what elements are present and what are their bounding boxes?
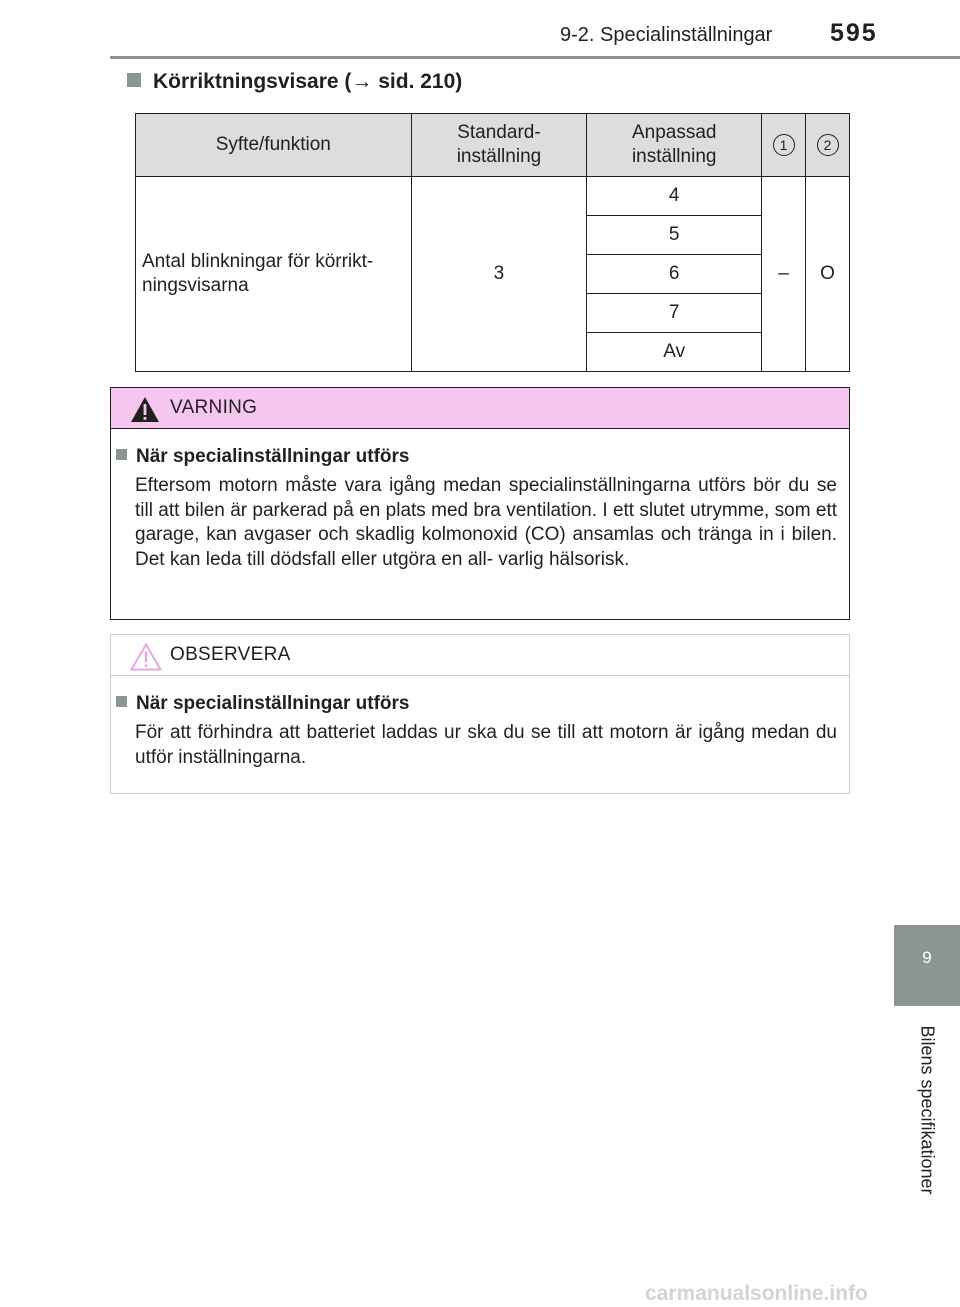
warning-text: Eftersom motorn måste vara igång medan specialinställningarna utförs bör du se till att bilen är parkerad på en plats med bra ventilation. I ett slutet utrymme, som ett garage, kan avgaser och skadlig kolmonoxid (CO) ansamlas och tränga in i bilen. Det kan leda till dödsfall eller utgöra en all- varlig hälsorisk. <box>135 475 837 570</box>
cell-custom-value: 7 <box>587 294 762 333</box>
cell-col-2-value: O <box>806 177 850 372</box>
notice-label: OBSERVERA <box>170 644 291 665</box>
chapter-tab: 9 <box>894 925 960 1006</box>
table-row <box>136 177 850 216</box>
chapter-label: Bilens specifikationer <box>917 1025 938 1195</box>
header-col-2 <box>806 114 850 177</box>
cell-purpose: Antal blinkningar för körrikt- ningsvisarna <box>136 177 412 372</box>
warning-triangle-icon <box>130 396 160 423</box>
table-header-row <box>136 114 850 177</box>
header-custom: Anpassad inställning <box>587 114 762 177</box>
header-purpose: Syfte/funktion <box>136 114 412 177</box>
cell-col-1-value: – <box>762 177 806 372</box>
notice-header <box>111 635 849 676</box>
square-bullet-icon <box>127 73 141 87</box>
warning-label: VARNING <box>170 397 258 418</box>
page-number: 595 <box>830 19 878 47</box>
warning-header <box>111 388 849 429</box>
notice-subtitle: När specialinställningar utförs <box>116 693 409 715</box>
section-title <box>127 70 462 94</box>
header-col-1 <box>762 114 806 177</box>
settings-table <box>135 113 850 372</box>
cell-custom-value: 6 <box>587 255 762 294</box>
cell-default-value: 3 <box>411 177 587 372</box>
section-title-text: Körriktningsvisare (→ sid. 210) <box>153 70 463 93</box>
running-header-section: 9-2. Specialinställningar <box>560 24 773 46</box>
caution-triangle-icon <box>130 643 162 671</box>
watermark: carmanualsonline.info <box>645 1282 868 1305</box>
notice-box <box>110 634 850 794</box>
notice-text: För att förhindra att batteriet laddas ur ska du se till att motorn är igång medan du utför inställningarna. <box>135 722 837 768</box>
warning-box <box>110 387 850 620</box>
cell-custom-value: 5 <box>587 216 762 255</box>
header-default: Standard- inställning <box>411 114 587 177</box>
circled-1-icon: 1 <box>773 134 795 156</box>
header-rule <box>110 56 960 59</box>
square-bullet-icon <box>116 449 127 460</box>
warning-subtitle: När specialinställningar utförs <box>116 446 409 468</box>
cell-custom-value: 4 <box>587 177 762 216</box>
cell-custom-value: Av <box>587 333 762 372</box>
square-bullet-icon <box>116 696 127 707</box>
circled-2-icon: 2 <box>817 134 839 156</box>
